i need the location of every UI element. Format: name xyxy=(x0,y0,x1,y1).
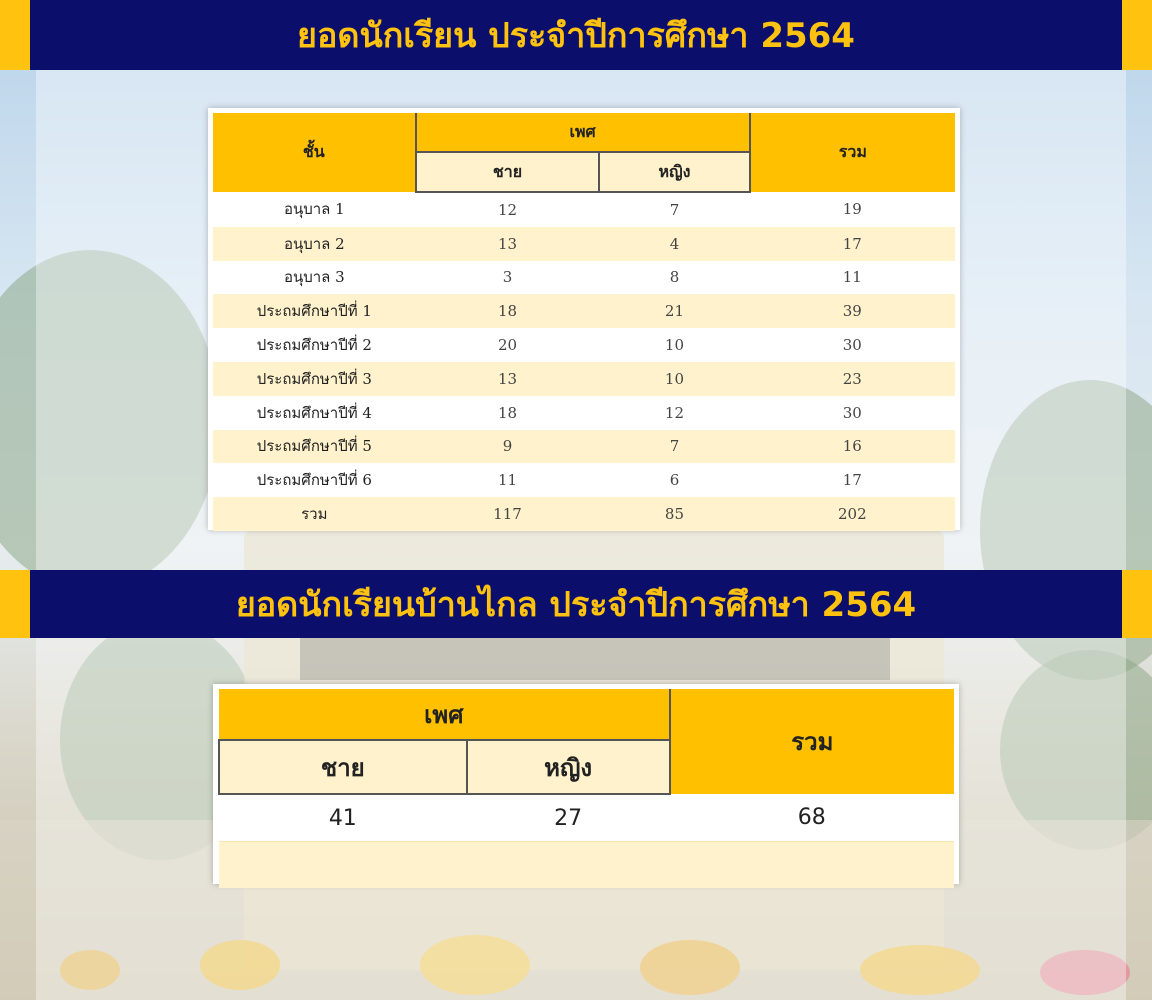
total-cell: 39 xyxy=(750,294,955,328)
male-cell: 12 xyxy=(416,192,600,227)
female-cell: 7 xyxy=(599,430,749,464)
male-cell: 9 xyxy=(416,430,600,464)
table-row xyxy=(213,362,955,396)
table-row xyxy=(213,463,955,497)
header-gender: เพศ xyxy=(416,113,750,152)
total-cell: 30 xyxy=(750,328,955,362)
remote-header-gender: เพศ xyxy=(219,689,670,740)
student-count-table-card xyxy=(208,108,960,530)
remote-female-value: 27 xyxy=(467,794,670,842)
table-row xyxy=(213,396,955,430)
remote-header-male: ชาย xyxy=(219,740,467,794)
female-cell: 4 xyxy=(599,227,749,261)
total-cell: 19 xyxy=(750,192,955,227)
remote-header-female: หญิง xyxy=(467,740,670,794)
grade-cell: ประถมศึกษาปีที่ 6 xyxy=(213,463,416,497)
male-cell: 117 xyxy=(416,497,600,531)
grade-cell: อนุบาล 1 xyxy=(213,192,416,227)
remote-header-total: รวม xyxy=(670,689,954,794)
grade-cell: ประถมศึกษาปีที่ 1 xyxy=(213,294,416,328)
female-cell: 8 xyxy=(599,261,749,295)
total-cell: 17 xyxy=(750,227,955,261)
male-cell: 13 xyxy=(416,227,600,261)
header-male: ชาย xyxy=(416,152,600,192)
table-row xyxy=(213,430,955,464)
right-gold-bar-bottom xyxy=(1122,570,1152,638)
section2-title: ยอดนักเรียนบ้านไกล ประจำปีการศึกษา 2564 xyxy=(235,585,917,625)
total-cell: 16 xyxy=(750,430,955,464)
table-body xyxy=(213,192,955,531)
right-gold-bar-top xyxy=(1122,0,1152,70)
male-cell: 11 xyxy=(416,463,600,497)
section2-title-bar xyxy=(30,570,1122,638)
section1-title-bar xyxy=(30,0,1122,70)
header-total: รวม xyxy=(750,113,955,192)
section1-title: ยอดนักเรียน ประจำปีการศึกษา 2564 xyxy=(297,16,855,56)
table-row-empty xyxy=(219,842,954,889)
grade-cell: ประถมศึกษาปีที่ 5 xyxy=(213,430,416,464)
table-row xyxy=(213,227,955,261)
female-cell: 6 xyxy=(599,463,749,497)
grade-cell: อนุบาล 2 xyxy=(213,227,416,261)
female-cell: 10 xyxy=(599,328,749,362)
remote-total-value: 68 xyxy=(670,794,954,842)
table-row xyxy=(213,294,955,328)
grade-cell: ประถมศึกษาปีที่ 4 xyxy=(213,396,416,430)
header-grade: ชั้น xyxy=(213,113,416,192)
male-cell: 20 xyxy=(416,328,600,362)
student-count-table xyxy=(213,113,955,531)
table-row xyxy=(213,328,955,362)
grade-cell: รวม xyxy=(213,497,416,531)
female-cell: 85 xyxy=(599,497,749,531)
total-cell: 202 xyxy=(750,497,955,531)
remote-student-table-card xyxy=(213,684,959,884)
table-row xyxy=(213,261,955,295)
male-cell: 3 xyxy=(416,261,600,295)
female-cell: 21 xyxy=(599,294,749,328)
table-row xyxy=(219,794,954,842)
male-cell: 13 xyxy=(416,362,600,396)
remote-student-table xyxy=(218,689,954,888)
grade-cell: ประถมศึกษาปีที่ 3 xyxy=(213,362,416,396)
total-cell: 17 xyxy=(750,463,955,497)
grade-cell: อนุบาล 3 xyxy=(213,261,416,295)
male-cell: 18 xyxy=(416,396,600,430)
female-cell: 10 xyxy=(599,362,749,396)
total-cell: 23 xyxy=(750,362,955,396)
left-gold-bar-top xyxy=(0,0,30,70)
male-cell: 18 xyxy=(416,294,600,328)
total-cell: 30 xyxy=(750,396,955,430)
remote-male-value: 41 xyxy=(219,794,467,842)
total-cell: 11 xyxy=(750,261,955,295)
female-cell: 12 xyxy=(599,396,749,430)
header-female: หญิง xyxy=(599,152,749,192)
table-row xyxy=(213,497,955,531)
female-cell: 7 xyxy=(599,192,749,227)
left-gold-bar-bottom xyxy=(0,570,30,638)
table-row xyxy=(213,192,955,227)
grade-cell: ประถมศึกษาปีที่ 2 xyxy=(213,328,416,362)
